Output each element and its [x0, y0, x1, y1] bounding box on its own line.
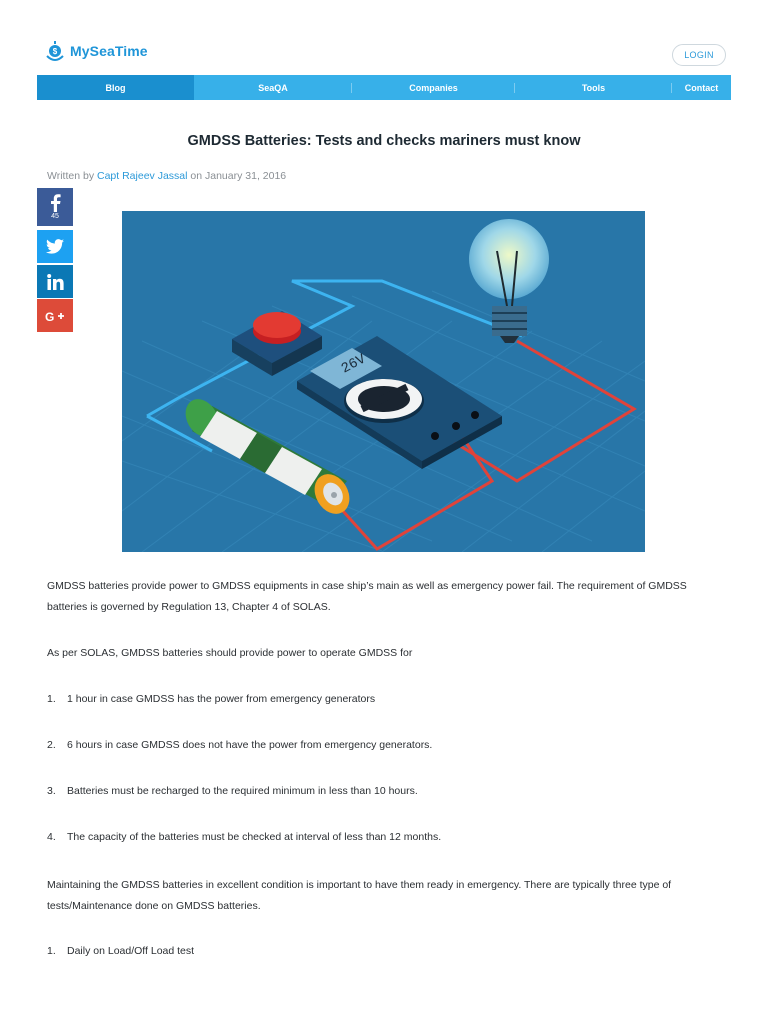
article-title: GMDSS Batteries: Tests and checks mariners must know	[187, 133, 581, 149]
list-number: 4.	[47, 831, 56, 843]
circuit-illustration	[122, 211, 645, 552]
nav-item-tools[interactable]	[515, 75, 672, 100]
logo-mark-icon	[46, 40, 64, 62]
nav-item-contact[interactable]: Contact	[684, 82, 719, 93]
list-number: 1.	[47, 945, 56, 957]
list-item	[47, 827, 727, 848]
list-text: 1 hour in case GMDSS has the power from emergency generators	[67, 693, 376, 705]
login-button[interactable]: LOGIN	[672, 44, 726, 66]
list-text: Daily on Load/Off Load test	[67, 945, 195, 957]
share-twitter-button[interactable]	[37, 230, 73, 263]
article-paragraph: GMDSS batteries provide power to GMDSS equipments in case ship’s main as well as emergency power fail. The requirement of GMDSS batteries is governed by Regulation 13, Chapter 4 of SOLAS.	[47, 580, 687, 613]
svg-text:$: $	[52, 47, 58, 56]
nav-item-label: Tools	[581, 82, 606, 93]
share-count: 45	[51, 213, 59, 220]
list-text: 6 hours in case GMDSS does not have the power from emergency generators.	[67, 739, 433, 751]
article-paragraph: As per SOLAS, GMDSS batteries should provide power to operate GMDSS for	[47, 647, 413, 659]
site-logo[interactable]	[46, 40, 148, 62]
list-text: The capacity of the batteries must be checked at interval of less than 12 months.	[67, 831, 442, 843]
meter-reading: 26V	[338, 351, 369, 378]
twitter-icon	[46, 239, 64, 254]
site-name: MySeaTime	[70, 43, 148, 59]
list-number: 1.	[47, 693, 56, 705]
nav-item-seaqa[interactable]	[194, 75, 352, 100]
share-linkedin-button[interactable]	[37, 265, 73, 298]
google-plus-icon	[45, 310, 65, 322]
main-nav	[37, 75, 731, 100]
list-number: 2.	[47, 739, 56, 751]
nav-item-companies[interactable]	[352, 75, 515, 100]
article-date: January 31, 2016	[205, 170, 287, 182]
byline-on: on	[190, 170, 203, 182]
article-paragraph: Maintaining the GMDSS batteries in excellent condition is important to have them ready in emergency. There are typically three type of tests/Maintenance done on GMDSS batteries.	[47, 879, 672, 912]
light-bulb-illustration	[469, 219, 549, 343]
list-number: 3.	[47, 785, 56, 797]
facebook-icon	[49, 194, 61, 212]
nav-item-label: Companies	[409, 82, 458, 93]
site-header	[0, 0, 768, 75]
list-item	[47, 941, 727, 962]
linkedin-icon	[47, 274, 64, 290]
hero-image	[122, 211, 645, 552]
list-text: Batteries must be recharged to the required minimum in less than 10 hours.	[67, 785, 418, 797]
share-facebook-button[interactable]	[37, 188, 73, 226]
list-item	[47, 689, 727, 710]
nav-item-label: SeaQA	[258, 82, 288, 93]
share-google-plus-button[interactable]	[37, 299, 73, 332]
svg-text:G: G	[45, 309, 55, 322]
article-byline	[47, 170, 286, 182]
byline-prefix: Written by	[47, 170, 95, 182]
list-item	[47, 735, 727, 756]
list-item	[47, 781, 727, 802]
nav-item-blog[interactable]: Blog	[37, 75, 194, 100]
author-link[interactable]: Capt Rajeev Jassal	[97, 170, 188, 182]
